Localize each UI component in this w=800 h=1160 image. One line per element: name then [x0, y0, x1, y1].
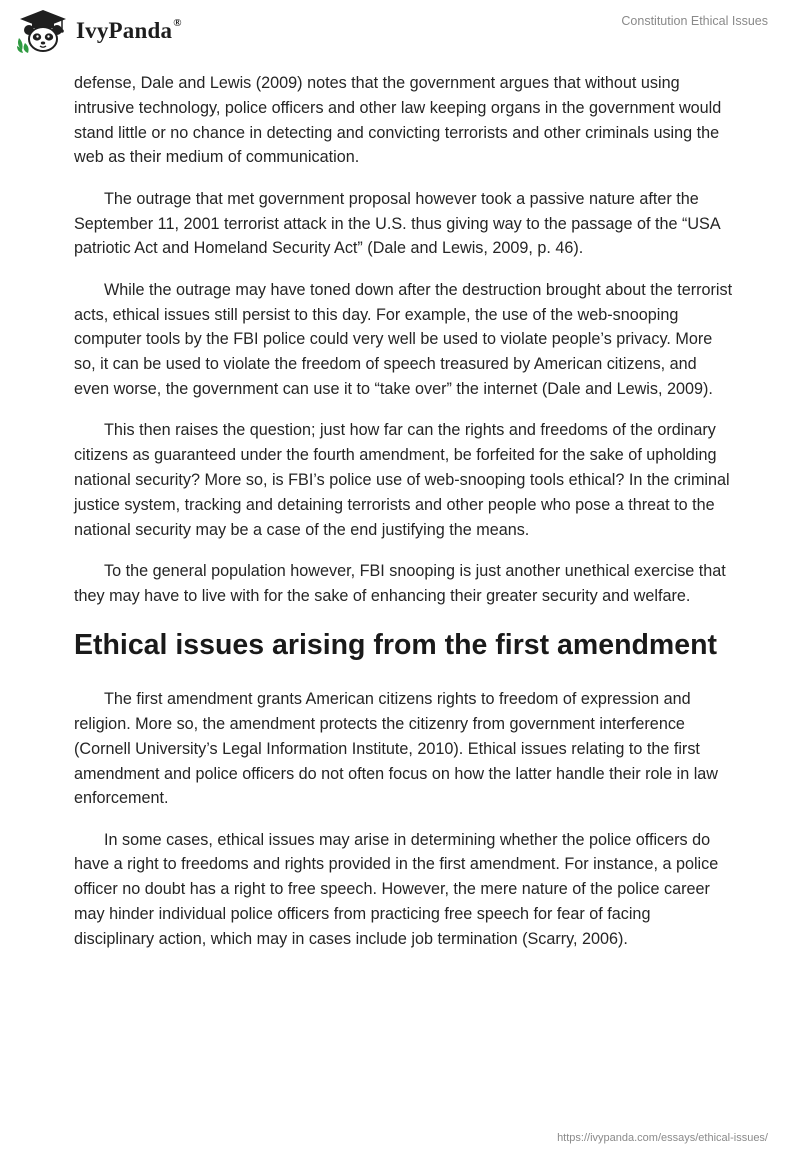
paragraph-6: The first amendment grants American citizens rights to freedom of expression and religion. More so, the amendment protects the citizenry from government interference (Cornell University’s Legal Information Institute, 2010). Ethical issues relating to the first amendment and police officers do not often focus on how the latter handle their role in law enforcement.	[74, 690, 718, 808]
paragraph-2: The outrage that met government proposal however took a passive nature after the September 11, 2001 terrorist attack in the U.S. thus giving way to the passage of the “USA patriotic Act and Homeland Security Act” (Dale and Lewis, 2009, p. 46).	[74, 189, 720, 258]
panda-graduate-icon	[16, 8, 70, 54]
document-title: Constitution Ethical Issues	[621, 14, 768, 28]
brand-name-text: IvyPanda	[76, 18, 173, 43]
essay-body	[74, 71, 734, 968]
brand-name	[76, 18, 182, 44]
paragraph-4: This then raises the question; just how far can the rights and freedoms of the ordinary citizens as guaranteed under the fourth amendment, be forfeited for the sake of upholding national security? More so, is FBI’s police use of web-snooping tools ethical? In the criminal justice system, tracking and detaining terrorists and other people who pose a threat to the national security may be a case of the end justifying the means.	[74, 421, 730, 539]
registered-mark: ®	[173, 17, 182, 30]
paragraph-3: While the outrage may have toned down after the destruction brought about the terrorist acts, ethical issues still persist to this day. For example, the use of the web-snooping computer tools by the FBI police could very well be used to violate people’s privacy. More so, it can be used to violate the freedom of speech treasured by American citizens, and even worse, the government can use it to “take over” the internet (Dale and Lewis, 2009).	[74, 280, 733, 398]
paragraph-7: In some cases, ethical issues may arise in determining whether the police officers do have a right to freedoms and rights provided in the first amendment. For instance, a police officer no doubt has a right to free speech. However, the mere nature of the police career may hinder individual police officers from practicing free speech for fear of facing disciplinary action, which may in cases include job termination (Scarry, 2006).	[74, 830, 719, 948]
brand-logo[interactable]	[16, 8, 182, 54]
paragraph-1: defense, Dale and Lewis (2009) notes that the government argues that without using intrusive technology, police officers and other law keeping organs in the government would stand little or no chance in detecting and convicting terrorists and other criminals using the web as their medium of communication.	[74, 74, 722, 167]
section-heading: Ethical issues arising from the first amendment	[74, 629, 718, 662]
paragraph-5: To the general population however, FBI snooping is just another unethical exercise that they may have to live with for the sake of enhancing their greater security and welfare.	[74, 561, 726, 605]
page-header	[0, 0, 800, 60]
source-url-link[interactable]: https://ivypanda.com/essays/ethical-issues/	[557, 1132, 768, 1144]
